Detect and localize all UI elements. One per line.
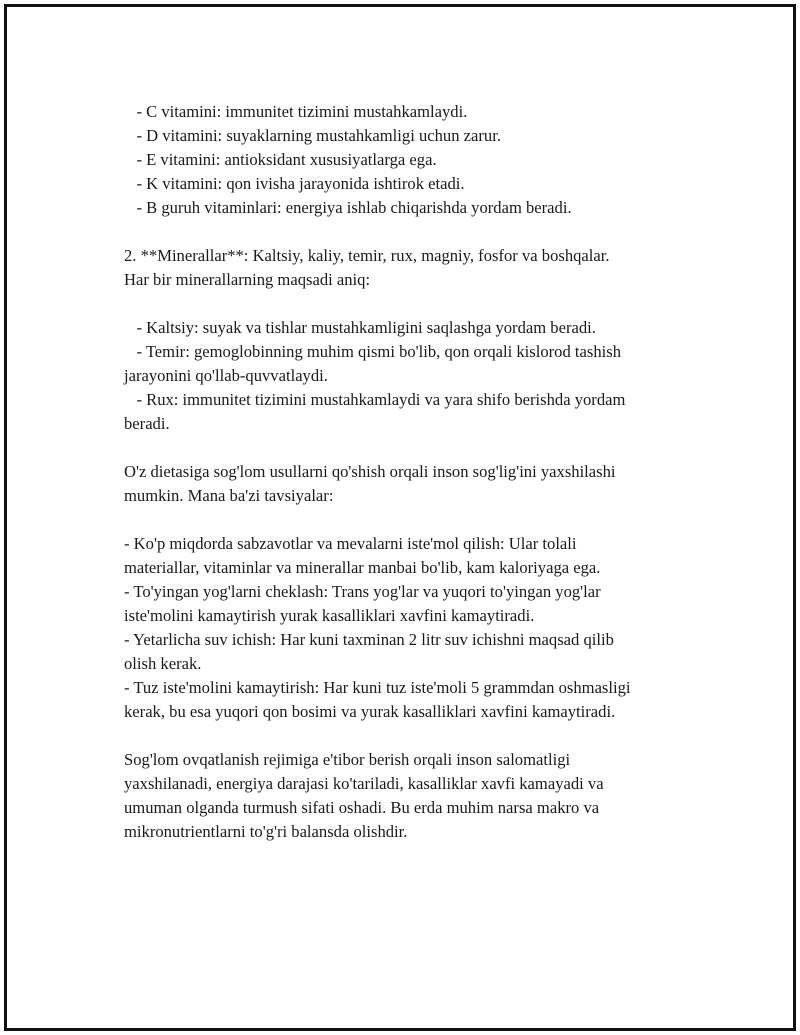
paragraph-gap (124, 508, 694, 532)
text-line: Har bir minerallarning maqsadi aniq: (124, 270, 371, 289)
paragraph-gap (124, 724, 694, 748)
text-line: - B guruh vitaminlari: energiya ishlab chiqarishda yordam beradi. (124, 198, 572, 217)
text-line: - Tuz iste'molini kamaytirish: Har kuni tuz iste'moli 5 grammdan oshmasligi (124, 678, 631, 697)
paragraph (124, 532, 694, 724)
text-line: 2. **Minerallar**: Kaltsiy, kaliy, temir, rux, magniy, fosfor va boshqalar. (124, 246, 610, 265)
document-body (124, 100, 694, 844)
paragraph (124, 100, 694, 220)
text-line: kerak, bu esa yuqori qon bosimi va yurak kasalliklari xavfini kamaytiradi. (124, 702, 616, 721)
text-line: - To'yingan yog'larni cheklash: Trans yog'lar va yuqori to'yingan yog'lar (124, 582, 601, 601)
text-line: O'z dietasiga sog'lom usullarni qo'shish orqali inson sog'lig'ini yaxshilashi (124, 462, 616, 481)
text-line: mikronutrientlarni to'g'ri balansda olishdir. (124, 822, 408, 841)
text-line: iste'molini kamaytirish yurak kasalliklari xavfini kamaytiradi. (124, 606, 535, 625)
text-line: Sog'lom ovqatlanish rejimiga e'tibor berish orqali inson salomatligi (124, 750, 571, 769)
text-line: umuman olganda turmush sifati oshadi. Bu erda muhim narsa makro va (124, 798, 600, 817)
paragraph-gap (124, 292, 694, 316)
text-line: - Temir: gemoglobinning muhim qismi bo'lib, qon orqali kislorod tashish (124, 342, 622, 361)
text-line: olish kerak. (124, 654, 202, 673)
text-line: beradi. (124, 414, 170, 433)
page-frame (4, 4, 796, 1031)
paragraph (124, 748, 694, 844)
paragraph (124, 244, 694, 292)
text-line: - K vitamini: qon ivisha jarayonida ishtirok etadi. (124, 174, 465, 193)
paragraph (124, 316, 694, 436)
text-line: - E vitamini: antioksidant xususiyatlarga ega. (124, 150, 437, 169)
text-line: yaxshilanadi, energiya darajasi ko'tariladi, kasalliklar xavfi kamayadi va (124, 774, 604, 793)
text-line: materiallar, vitaminlar va minerallar manbai bo'lib, kam kaloriyaga ega. (124, 558, 601, 577)
text-line: jarayonini qo'llab-quvvatlaydi. (124, 366, 328, 385)
paragraph-gap (124, 436, 694, 460)
paragraph (124, 460, 694, 508)
text-line: mumkin. Mana ba'zi tavsiyalar: (124, 486, 334, 505)
text-line: - Kaltsiy: suyak va tishlar mustahkamligini saqlashga yordam beradi. (124, 318, 596, 337)
text-line: - Yetarlicha suv ichish: Har kuni taxminan 2 litr suv ichishni maqsad qilib (124, 630, 614, 649)
paragraph-gap (124, 220, 694, 244)
text-line: - C vitamini: immunitet tizimini mustahkamlaydi. (124, 102, 468, 121)
text-line: - Ko'p miqdorda sabzavotlar va mevalarni iste'mol qilish: Ular tolali (124, 534, 577, 553)
text-line: - D vitamini: suyaklarning mustahkamligi uchun zarur. (124, 126, 501, 145)
text-line: - Rux: immunitet tizimini mustahkamlaydi va yara shifo berishda yordam (124, 390, 626, 409)
